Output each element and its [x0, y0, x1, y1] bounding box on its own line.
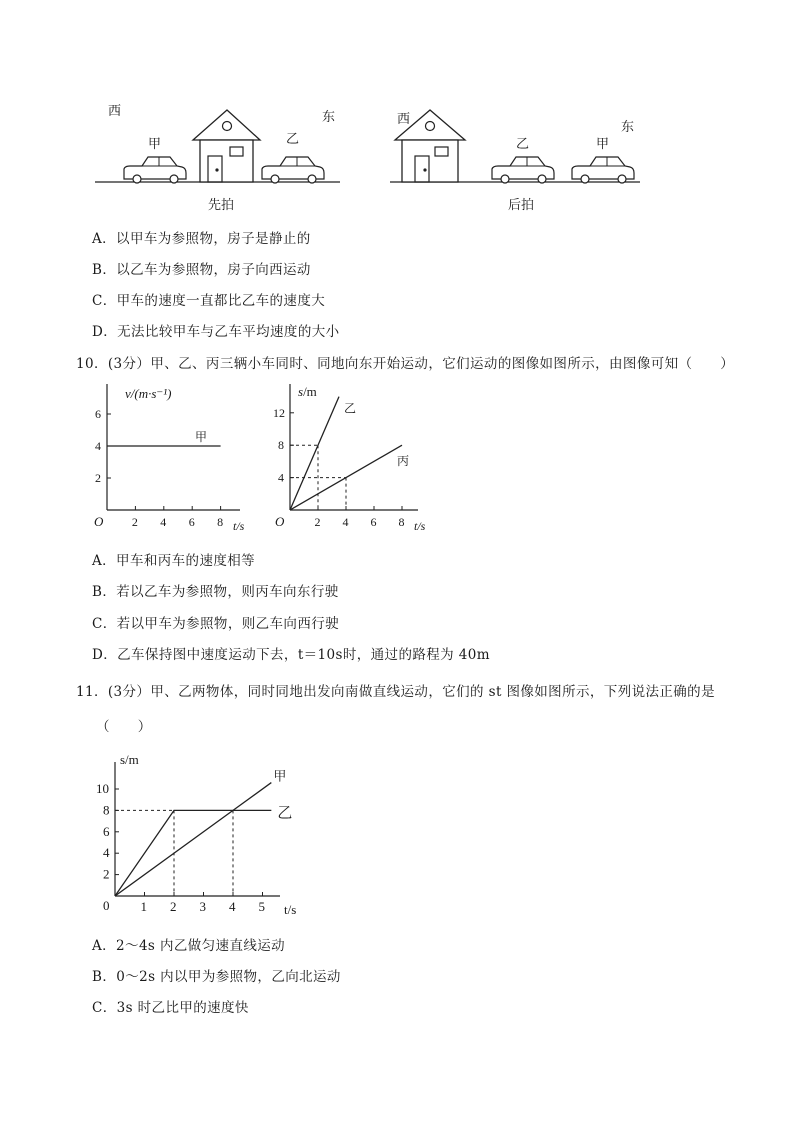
q10-vt-xtick-label: 8 [217, 515, 224, 529]
q10-st-xtick-label: 8 [398, 515, 405, 529]
q10-option-b: B．若以乙车为参照物，则丙车向东行驶 [92, 584, 339, 600]
label-east-before: 东 [322, 110, 336, 125]
label-car-b-after: 乙 [516, 137, 530, 152]
q10-st-xtick-label: 6 [370, 515, 377, 529]
house-left [193, 110, 260, 182]
q10-st-chart [268, 378, 438, 538]
caption-after: 后拍 [508, 198, 535, 213]
q10-st-series-c-label: 丙 [397, 454, 410, 469]
q10-option-d: D．乙车保持图中速度运动下去，t＝10s时，通过的路程为 40m [92, 647, 490, 663]
q10-st-series-c-line [290, 445, 402, 510]
label-west-after: 西 [397, 112, 411, 127]
q11-ytick-label: 8 [103, 802, 110, 818]
label-west-before: 西 [108, 104, 122, 119]
car-b-after [492, 157, 554, 183]
q9-option-c: C．甲车的速度一直都比乙车的速度大 [92, 293, 326, 309]
q10-st-series-b-label: 乙 [344, 401, 357, 416]
q10-st-ylabel: s/m [298, 384, 317, 399]
q10-st-xlabel: t/s [414, 519, 426, 533]
q11-series-b-line [115, 810, 271, 896]
q10-vt-origin: O [94, 514, 104, 529]
q11-xlabel: t/s [284, 902, 297, 917]
q11-ytick-label: 2 [103, 866, 110, 882]
q9-option-d: D．无法比较甲车与乙车平均速度的大小 [92, 324, 340, 340]
car-a-before [124, 157, 186, 183]
q11-option-a: A．2～4s 内乙做匀速直线运动 [92, 938, 286, 954]
q11-xtick-label: 1 [140, 899, 147, 914]
q10-vt-series-a-label: 甲 [195, 430, 208, 444]
q10-option-a: A．甲车和丙车的速度相等 [92, 553, 256, 569]
q10-vt-ytick-label: 6 [95, 407, 101, 421]
q11-ytick-label: 6 [103, 823, 110, 839]
q10-option-c: C．若以甲车为参照物，则乙车向西行驶 [92, 616, 340, 632]
q11-option-c: C．3s 时乙比甲的速度快 [92, 1000, 249, 1016]
q11-stem: 11．(3分）甲、乙两物体，同时同地出发向南做直线运动，它们的 st 图像如图所示，下列说法正确的是 [76, 684, 715, 700]
label-east-after: 东 [621, 120, 635, 135]
q10-st-series-b-line [290, 397, 339, 510]
q9-option-a: A．以甲车为参照物，房子是静止的 [92, 231, 311, 247]
q10-vt-ytick-label: 4 [95, 439, 101, 453]
label-car-a-after: 甲 [596, 137, 610, 152]
label-car-a-before: 甲 [148, 137, 162, 152]
q11-series-a-line [115, 783, 271, 896]
q9-figure-svg [90, 95, 660, 215]
q11-xtick-label: 3 [199, 899, 206, 914]
q11-origin: 0 [103, 898, 110, 913]
q10-vt-xtick-label: 4 [160, 515, 167, 529]
q10-st-xtick-label: 2 [314, 515, 321, 529]
q11-st-chart [90, 748, 320, 923]
q10-st-origin: O [275, 514, 285, 529]
q11-ytick-label: 4 [103, 845, 110, 861]
caption-before: 先拍 [208, 198, 235, 213]
q11-option-b: B．0～2s 内以甲为参照物，乙向北运动 [92, 969, 341, 985]
q10-st-ytick-label: 12 [273, 405, 285, 420]
q10-vt-ytick-label: 2 [95, 471, 101, 485]
q10-vt-chart [90, 378, 260, 538]
q11-series-b-label: 乙 [277, 805, 293, 822]
q9-figure [90, 95, 660, 215]
q10-st-xtick-label: 4 [342, 515, 349, 529]
q10-vt-xtick-label: 6 [188, 515, 195, 529]
q10-st-ytick-label: 4 [278, 470, 284, 485]
q10-stem: 10．(3分）甲、乙、丙三辆小车同时、同地向东开始运动，它们运动的图像如图所示，由图像可知（ ） [76, 356, 735, 372]
q9-option-b: B．以乙车为参照物，房子向西运动 [92, 262, 311, 278]
label-car-b-before: 乙 [286, 132, 300, 147]
q10-vt-ylabel: v/(m·s⁻¹) [125, 386, 172, 401]
car-a-after [572, 157, 634, 183]
q11-xtick-label: 5 [258, 899, 265, 914]
car-b-before [262, 157, 324, 183]
q10-vt-xtick-label: 2 [131, 515, 138, 529]
q11-blank: （ ） [96, 719, 152, 735]
q11-xtick-label: 4 [229, 899, 236, 914]
q11-ytick-label: 10 [96, 781, 109, 796]
q10-st-ytick-label: 8 [278, 438, 284, 453]
q11-series-a-label: 甲 [273, 768, 287, 784]
q10-vt-xlabel: t/s [233, 519, 245, 533]
q11-ylabel: s/m [120, 752, 139, 767]
q11-xtick-label: 2 [170, 899, 177, 914]
